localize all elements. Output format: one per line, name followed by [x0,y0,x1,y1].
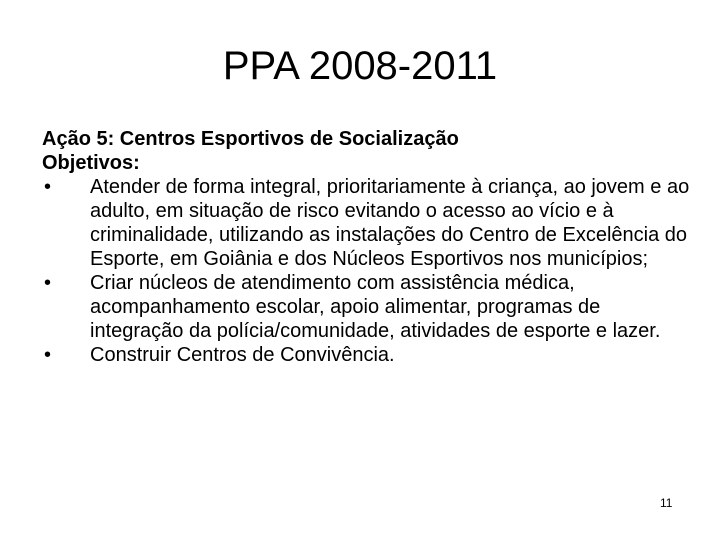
slide-content [42,127,692,367]
objectives-heading: Objetivos: [42,152,140,174]
objective-text: Construir Centros de Convivência. [90,344,395,366]
objective-item [42,271,692,343]
bullet-icon: • [44,272,52,294]
objective-text: Criar núcleos de atendimento com assistência médica, acompanhamento escolar, apoio alimentar, programas de integração da polícia/comunidade, atividades de esporte e lazer. [90,272,661,342]
objectives-list [42,175,692,367]
slide-title: PPA 2008-2011 [222,44,498,88]
bullet-icon: • [44,344,52,366]
objective-item [42,175,692,271]
objective-item [42,343,692,367]
page-number: 11 [660,496,673,510]
bullet-icon: • [44,176,52,198]
action-heading: Ação 5: Centros Esportivos de Socialização [42,128,459,150]
objective-text: Atender de forma integral, prioritariamente à criança, ao jovem e ao adulto, em situação de risco evitando o acesso ao vício e à criminalidade, utilizando as instalações do Centro de Excelência do Esporte, em Goiânia e dos Núcleos Esportivos nos municípios; [90,176,690,270]
